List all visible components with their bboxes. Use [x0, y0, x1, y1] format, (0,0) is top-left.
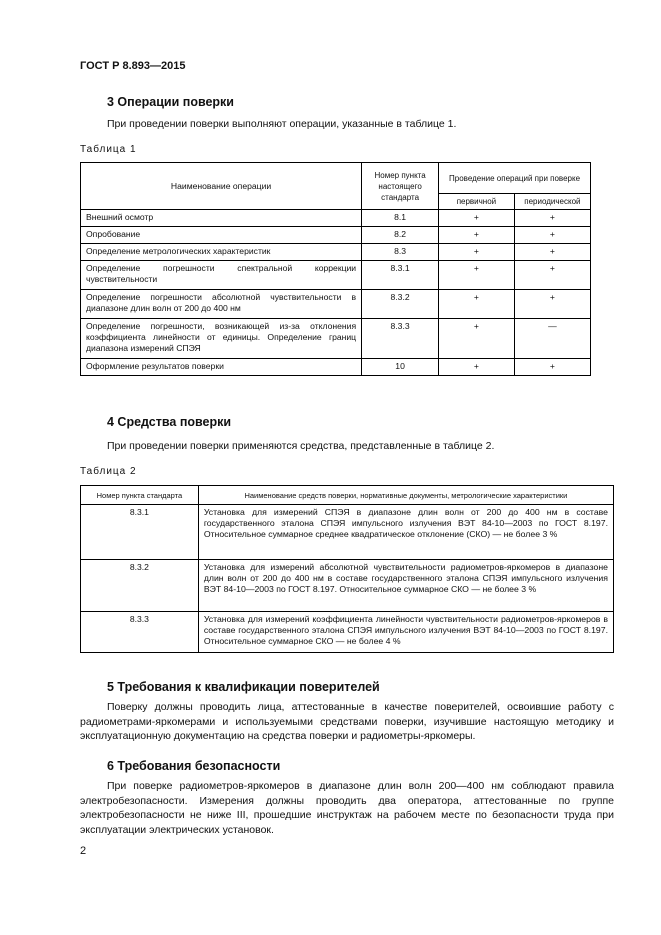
table-cell: Опробование	[81, 227, 362, 244]
section-6-heading: 6 Требования безопасности	[107, 759, 281, 773]
table-2-header-desc: Наименование средств поверки, нормативные документы, метрологические характеристики	[198, 486, 613, 505]
section-5-heading: 5 Требования к квалификации поверителей	[107, 680, 380, 694]
table-cell: +	[439, 210, 515, 227]
table-row	[81, 290, 591, 319]
section-6-text: При поверке радиометров-яркомеров в диапазоне длин волн 200—400 нм соблюдают правила электробезопасности. Измерения должны проводить два оператора, аттестованные по группе электробезопасности не ниже III, прошедшие инструктаж на рабочем месте по безопасности труда при эксплуатации электрических установок.	[80, 780, 614, 836]
table-cell: Установка для измерений СПЭЯ в диапазоне длин волн от 200 до 400 нм в составе государственного эталона СПЭЯ импульсного излучения ВЭТ 84-10—2003 по ГОСТ 8.197. Относительное суммарное среднее квадратическое отклонение (СКО) — не более 3 %	[198, 505, 613, 560]
table-1-header-group: Проведение операций при поверке	[439, 163, 591, 194]
table-1-header-periodic: периодической	[514, 194, 590, 210]
table-cell: +	[439, 319, 515, 359]
page-number: 2	[80, 845, 87, 857]
table-1-header-primary: первичной	[439, 194, 515, 210]
table-cell: +	[514, 359, 590, 376]
table-cell: 8.3.2	[81, 560, 199, 612]
table-cell: Определение метрологических характеристик	[81, 244, 362, 261]
table-cell: +	[439, 359, 515, 376]
table-cell: Внешний осмотр	[81, 210, 362, 227]
table-cell: +	[514, 210, 590, 227]
table-1-header-item: Номер пункта настоящего стандарта	[362, 163, 439, 210]
table-cell: 8.3.1	[81, 505, 199, 560]
table-cell: 8.1	[362, 210, 439, 227]
table-1-caption: Таблица 1	[80, 144, 137, 155]
table-2	[80, 485, 614, 653]
table-cell: +	[514, 244, 590, 261]
table-cell: Установка для измерений коэффициента линейности чувствительности радиометров-яркомеров в составе государственного эталона СПЭЯ импульсного излучения ВЭТ 84-10—2003 по ГОСТ 8.197. Относительное суммарное СКО — не более 4 %	[198, 612, 613, 653]
table-row	[81, 227, 591, 244]
table-row	[81, 210, 591, 227]
table-cell: 8.3.3	[81, 612, 199, 653]
document-header: ГОСТ Р 8.893—2015	[80, 60, 186, 72]
table-cell: Установка для измерений абсолютной чувствительности радиометров-яркомеров в диапазоне длин волн от 200 до 400 нм в составе государственного эталона СПЭЯ импульсного излучения ВЭТ 84-10—2003 по ГОСТ 8.197. Относительное суммарное СКО — не более 3 %	[198, 560, 613, 612]
table-cell: Оформление результатов поверки	[81, 359, 362, 376]
table-cell: 10	[362, 359, 439, 376]
table-cell: 8.3.3	[362, 319, 439, 359]
section-3-intro: При проведении поверки выполняют операции, указанные в таблице 1.	[107, 118, 457, 130]
table-2-header-item: Номер пункта стандарта	[81, 486, 199, 505]
table-cell: —	[514, 319, 590, 359]
table-cell: +	[514, 290, 590, 319]
table-cell: Определение погрешности, возникающей из-за отклонения коэффициента линейности от единицы. Определение границ диапазона измерений СПЭЯ	[81, 319, 362, 359]
table-cell: 8.3	[362, 244, 439, 261]
table-1-header-name: Наименование операции	[81, 163, 362, 210]
table-row	[81, 359, 591, 376]
table-row	[81, 560, 614, 612]
table-row	[81, 505, 614, 560]
table-1	[80, 162, 591, 376]
table-row	[81, 244, 591, 261]
table-cell: +	[514, 261, 590, 290]
table-cell: 8.2	[362, 227, 439, 244]
section-4-intro: При проведении поверки применяются средства, представленные в таблице 2.	[107, 440, 495, 452]
table-cell: +	[439, 227, 515, 244]
table-cell: 8.3.1	[362, 261, 439, 290]
table-cell: +	[439, 244, 515, 261]
table-cell: +	[514, 227, 590, 244]
section-3-heading: 3 Операции поверки	[107, 95, 234, 109]
table-2-caption: Таблица 2	[80, 466, 137, 477]
table-row	[81, 261, 591, 290]
table-cell: Определение погрешности абсолютной чувствительности в диапазоне длин волн от 200 до 400 нм	[81, 290, 362, 319]
table-row	[81, 319, 591, 359]
table-cell: Определение погрешности спектральной коррекции чувствительности	[81, 261, 362, 290]
table-row	[81, 612, 614, 653]
table-cell: +	[439, 261, 515, 290]
table-cell: +	[439, 290, 515, 319]
section-4-heading: 4 Средства поверки	[107, 415, 232, 429]
section-5-text: Поверку должны проводить лица, аттестованные в качестве поверителей, освоившие работу с радиометрами-яркомерами и используемыми средствами поверки, изучившие настоящую методику и эксплуатационную документацию на средства поверки и радиометры-яркомеры.	[80, 701, 614, 743]
table-cell: 8.3.2	[362, 290, 439, 319]
